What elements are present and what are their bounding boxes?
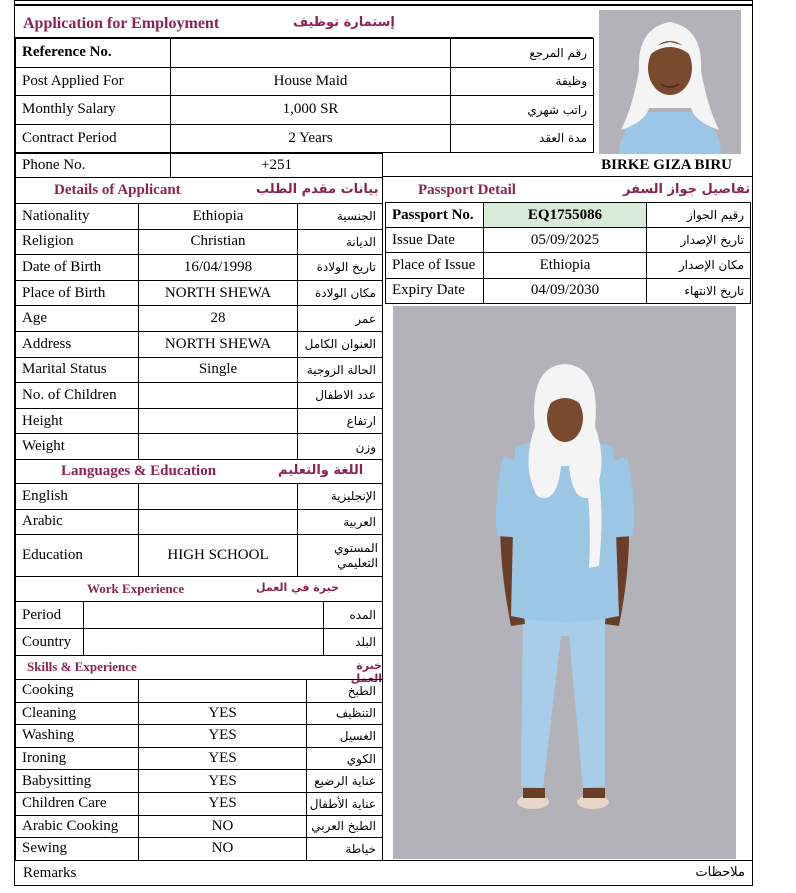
- skill-row: [16, 747, 383, 770]
- passport-row-value[interactable]: 05/09/2025: [484, 228, 647, 253]
- languages-table: [15, 483, 383, 577]
- work-title-en: Work Experience: [87, 581, 185, 596]
- top-info-row: [16, 67, 594, 96]
- passport-row-value[interactable]: EQ1755086: [484, 203, 647, 228]
- details-row-label: Marital Status: [16, 357, 139, 383]
- passport-row-label-ar: مكان الإصدار: [647, 253, 751, 278]
- details-row-label: Nationality: [16, 204, 139, 230]
- language-row-label: English: [16, 484, 139, 510]
- details-row-value[interactable]: NORTH SHEWA: [139, 331, 298, 357]
- details-table: [15, 203, 383, 460]
- skill-row-value[interactable]: YES: [139, 792, 307, 815]
- details-row-label-ar: العنوان الكامل: [298, 331, 383, 357]
- skill-row-value[interactable]: [139, 680, 307, 703]
- details-row-label: Age: [16, 306, 139, 332]
- passport-row: [386, 253, 751, 278]
- details-row-value[interactable]: [139, 383, 298, 409]
- details-row: [16, 383, 383, 409]
- details-row-label-ar: تاريخ الولادة: [298, 255, 383, 281]
- work-row: [16, 629, 383, 656]
- skill-row: [16, 680, 383, 703]
- phone-label: Phone No.: [16, 154, 171, 178]
- details-row-value[interactable]: Ethiopia: [139, 204, 298, 230]
- passport-row-label: Issue Date: [386, 228, 484, 253]
- details-row-value[interactable]: [139, 408, 298, 434]
- details-row-value[interactable]: 28: [139, 306, 298, 332]
- details-row-label-ar: الديانة: [298, 229, 383, 255]
- passport-row-label: Passport No.: [386, 203, 484, 228]
- skill-row: [16, 838, 383, 861]
- skill-row-label-ar: الطبخ العربي: [307, 815, 383, 838]
- skill-row-label: Sewing: [16, 838, 139, 861]
- details-row-label: No. of Children: [16, 383, 139, 409]
- work-row-label-ar: البلد: [324, 629, 383, 656]
- skill-row-value[interactable]: YES: [139, 702, 307, 725]
- top-info-row-value[interactable]: 1,000 SR: [171, 96, 451, 125]
- details-row: [16, 204, 383, 230]
- skill-row-label: Babysitting: [16, 770, 139, 793]
- education-value[interactable]: HIGH SCHOOL: [139, 535, 298, 577]
- details-row-label: Height: [16, 408, 139, 434]
- language-row-label: Arabic: [16, 509, 139, 535]
- language-row-label-ar: الإنجليزية: [298, 484, 383, 510]
- passport-row-value[interactable]: Ethiopia: [484, 253, 647, 278]
- skill-row-label-ar: الكوي: [307, 747, 383, 770]
- details-row: [16, 408, 383, 434]
- education-label: Education: [16, 535, 139, 577]
- remarks-row: [15, 860, 753, 886]
- details-row-label-ar: عدد الاطفال: [298, 383, 383, 409]
- skills-header: [15, 655, 383, 685]
- skill-row-label-ar: الطبخ: [307, 680, 383, 703]
- language-row-label-ar: العربية: [298, 509, 383, 535]
- person-full-body-icon: [393, 306, 736, 859]
- top-info-row: [16, 39, 594, 68]
- work-row-label-ar: المده: [324, 602, 383, 629]
- skill-row-label: Cleaning: [16, 702, 139, 725]
- remarks-label-en: Remarks: [23, 865, 77, 881]
- work-row-label: Period: [16, 602, 84, 629]
- skill-row: [16, 770, 383, 793]
- applicant-photo-full: [393, 306, 736, 859]
- details-title-ar: بيانات مقدم الطلب: [256, 182, 379, 197]
- details-row-label-ar: الجنسية: [298, 204, 383, 230]
- applicant-name: BIRKE GIZA BIRU: [601, 157, 732, 173]
- details-row-label-ar: الحالة الزوجية: [298, 357, 383, 383]
- top-info-row-label: Monthly Salary: [16, 96, 171, 125]
- skills-table: [15, 679, 383, 861]
- skill-row-label: Arabic Cooking: [16, 815, 139, 838]
- details-row-label: Weight: [16, 434, 139, 460]
- passport-row: [386, 228, 751, 253]
- skill-row-label: Washing: [16, 725, 139, 748]
- details-row-label: Address: [16, 331, 139, 357]
- details-title-en: Details of Applicant: [54, 182, 181, 198]
- details-row: [16, 280, 383, 306]
- work-table: [15, 601, 383, 656]
- work-row-label: Country: [16, 629, 84, 656]
- skill-row: [16, 725, 383, 748]
- remarks-label-ar: ملاحظات: [695, 865, 745, 880]
- skill-row-value[interactable]: NO: [139, 815, 307, 838]
- skill-row-label-ar: التنظيف: [307, 702, 383, 725]
- phone-table: [15, 153, 383, 178]
- top-info-row-label-ar: وظيفة: [451, 67, 594, 96]
- top-info-row-label: Post Applied For: [16, 67, 171, 96]
- header-bar: [15, 8, 593, 38]
- education-label-ar-line1: المستوي: [334, 540, 378, 555]
- skill-row-label-ar: خياطة: [307, 838, 383, 861]
- skills-title-ar: خبرة العمل: [350, 659, 382, 685]
- top-info-table: [15, 38, 594, 153]
- language-row: [16, 484, 383, 510]
- work-title-ar: خبرة في العمل: [256, 581, 340, 594]
- skill-row-value[interactable]: YES: [139, 747, 307, 770]
- skill-row-label-ar: الغسيل: [307, 725, 383, 748]
- details-row-label-ar: مكان الولادة: [298, 280, 383, 306]
- passport-row-value[interactable]: 04/09/2030: [484, 278, 647, 303]
- details-row: [16, 331, 383, 357]
- details-row: [16, 255, 383, 281]
- top-info-row-value[interactable]: [171, 39, 451, 68]
- passport-title-en: Passport Detail: [418, 182, 516, 198]
- skill-row-label: Cooking: [16, 680, 139, 703]
- details-row: [16, 357, 383, 383]
- top-info-row-value[interactable]: House Maid: [171, 67, 451, 96]
- details-row-label: Date of Birth: [16, 255, 139, 281]
- top-info-row-label-ar: راتب شهري: [451, 96, 594, 125]
- passport-row-label-ar: تاريخ الإصدار: [647, 228, 751, 253]
- education-label-ar: [298, 535, 383, 577]
- applicant-name-cell: [383, 153, 753, 177]
- phone-value[interactable]: +251: [171, 154, 383, 178]
- skill-row-label: Children Care: [16, 792, 139, 815]
- skill-row-value[interactable]: YES: [139, 770, 307, 793]
- skills-title-en: Skills & Experience: [27, 659, 137, 674]
- skill-row-value[interactable]: YES: [139, 725, 307, 748]
- work-header: [15, 576, 383, 602]
- skill-row-label: Ironing: [16, 747, 139, 770]
- form-title-ar: إستمارة توظيف: [293, 15, 395, 30]
- passport-header: [385, 177, 751, 203]
- skill-row: [16, 815, 383, 838]
- languages-title-en: Languages & Education: [61, 463, 217, 479]
- details-row-label-ar: عمر: [298, 306, 383, 332]
- details-row-value[interactable]: Christian: [139, 229, 298, 255]
- top-info-row-label-ar: مدة العقد: [451, 124, 594, 153]
- skill-row-value[interactable]: NO: [139, 838, 307, 861]
- details-header: [15, 177, 383, 203]
- details-row-label-ar: وزن: [298, 434, 383, 460]
- education-label-ar-line2: التعليمي: [337, 555, 378, 570]
- details-row-label: Religion: [16, 229, 139, 255]
- top-info-row-label: Reference No.: [16, 39, 171, 68]
- skill-row: [16, 702, 383, 725]
- language-row-value[interactable]: [139, 484, 298, 510]
- details-row-value[interactable]: [139, 434, 298, 460]
- language-row-value[interactable]: [139, 509, 298, 535]
- person-portrait-icon: [599, 10, 741, 154]
- skill-row: [16, 792, 383, 815]
- top-info-row: [16, 124, 594, 153]
- passport-title-ar: تفاصيل جواز السفر: [623, 182, 751, 197]
- details-row-label-ar: ارتفاع: [298, 408, 383, 434]
- languages-title-ar: اللغة والتعليم: [278, 463, 364, 478]
- details-row: [16, 434, 383, 460]
- passport-row: [386, 278, 751, 303]
- details-row-label: Place of Birth: [16, 280, 139, 306]
- work-row-value[interactable]: [84, 629, 324, 656]
- details-row: [16, 306, 383, 332]
- passport-row-label: Expiry Date: [386, 278, 484, 303]
- top-info-row-label: Contract Period: [16, 124, 171, 153]
- passport-row-label: Place of Issue: [386, 253, 484, 278]
- details-row: [16, 229, 383, 255]
- top-info-row-label-ar: رقم المرجع: [451, 39, 594, 68]
- passport-row: [386, 203, 751, 228]
- details-row-value[interactable]: 16/04/1998: [139, 255, 298, 281]
- details-row-value[interactable]: Single: [139, 357, 298, 383]
- passport-row-label-ar: رقيم الجواز: [647, 203, 751, 228]
- work-row-value[interactable]: [84, 602, 324, 629]
- work-row: [16, 602, 383, 629]
- top-info-row-value[interactable]: 2 Years: [171, 124, 451, 153]
- languages-header: [15, 459, 383, 484]
- form-title-en: Application for Employment: [23, 15, 220, 32]
- passport-table: [385, 202, 751, 304]
- top-rule: [14, 0, 753, 6]
- passport-row-label-ar: تاريخ الانتهاء: [647, 278, 751, 303]
- skill-row-label-ar: عناية الرضيع: [307, 770, 383, 793]
- applicant-photo-small: [599, 10, 741, 154]
- language-row: [16, 509, 383, 535]
- details-row-value[interactable]: NORTH SHEWA: [139, 280, 298, 306]
- skill-row-label-ar: عناية الأطفال: [307, 792, 383, 815]
- top-info-row: [16, 96, 594, 125]
